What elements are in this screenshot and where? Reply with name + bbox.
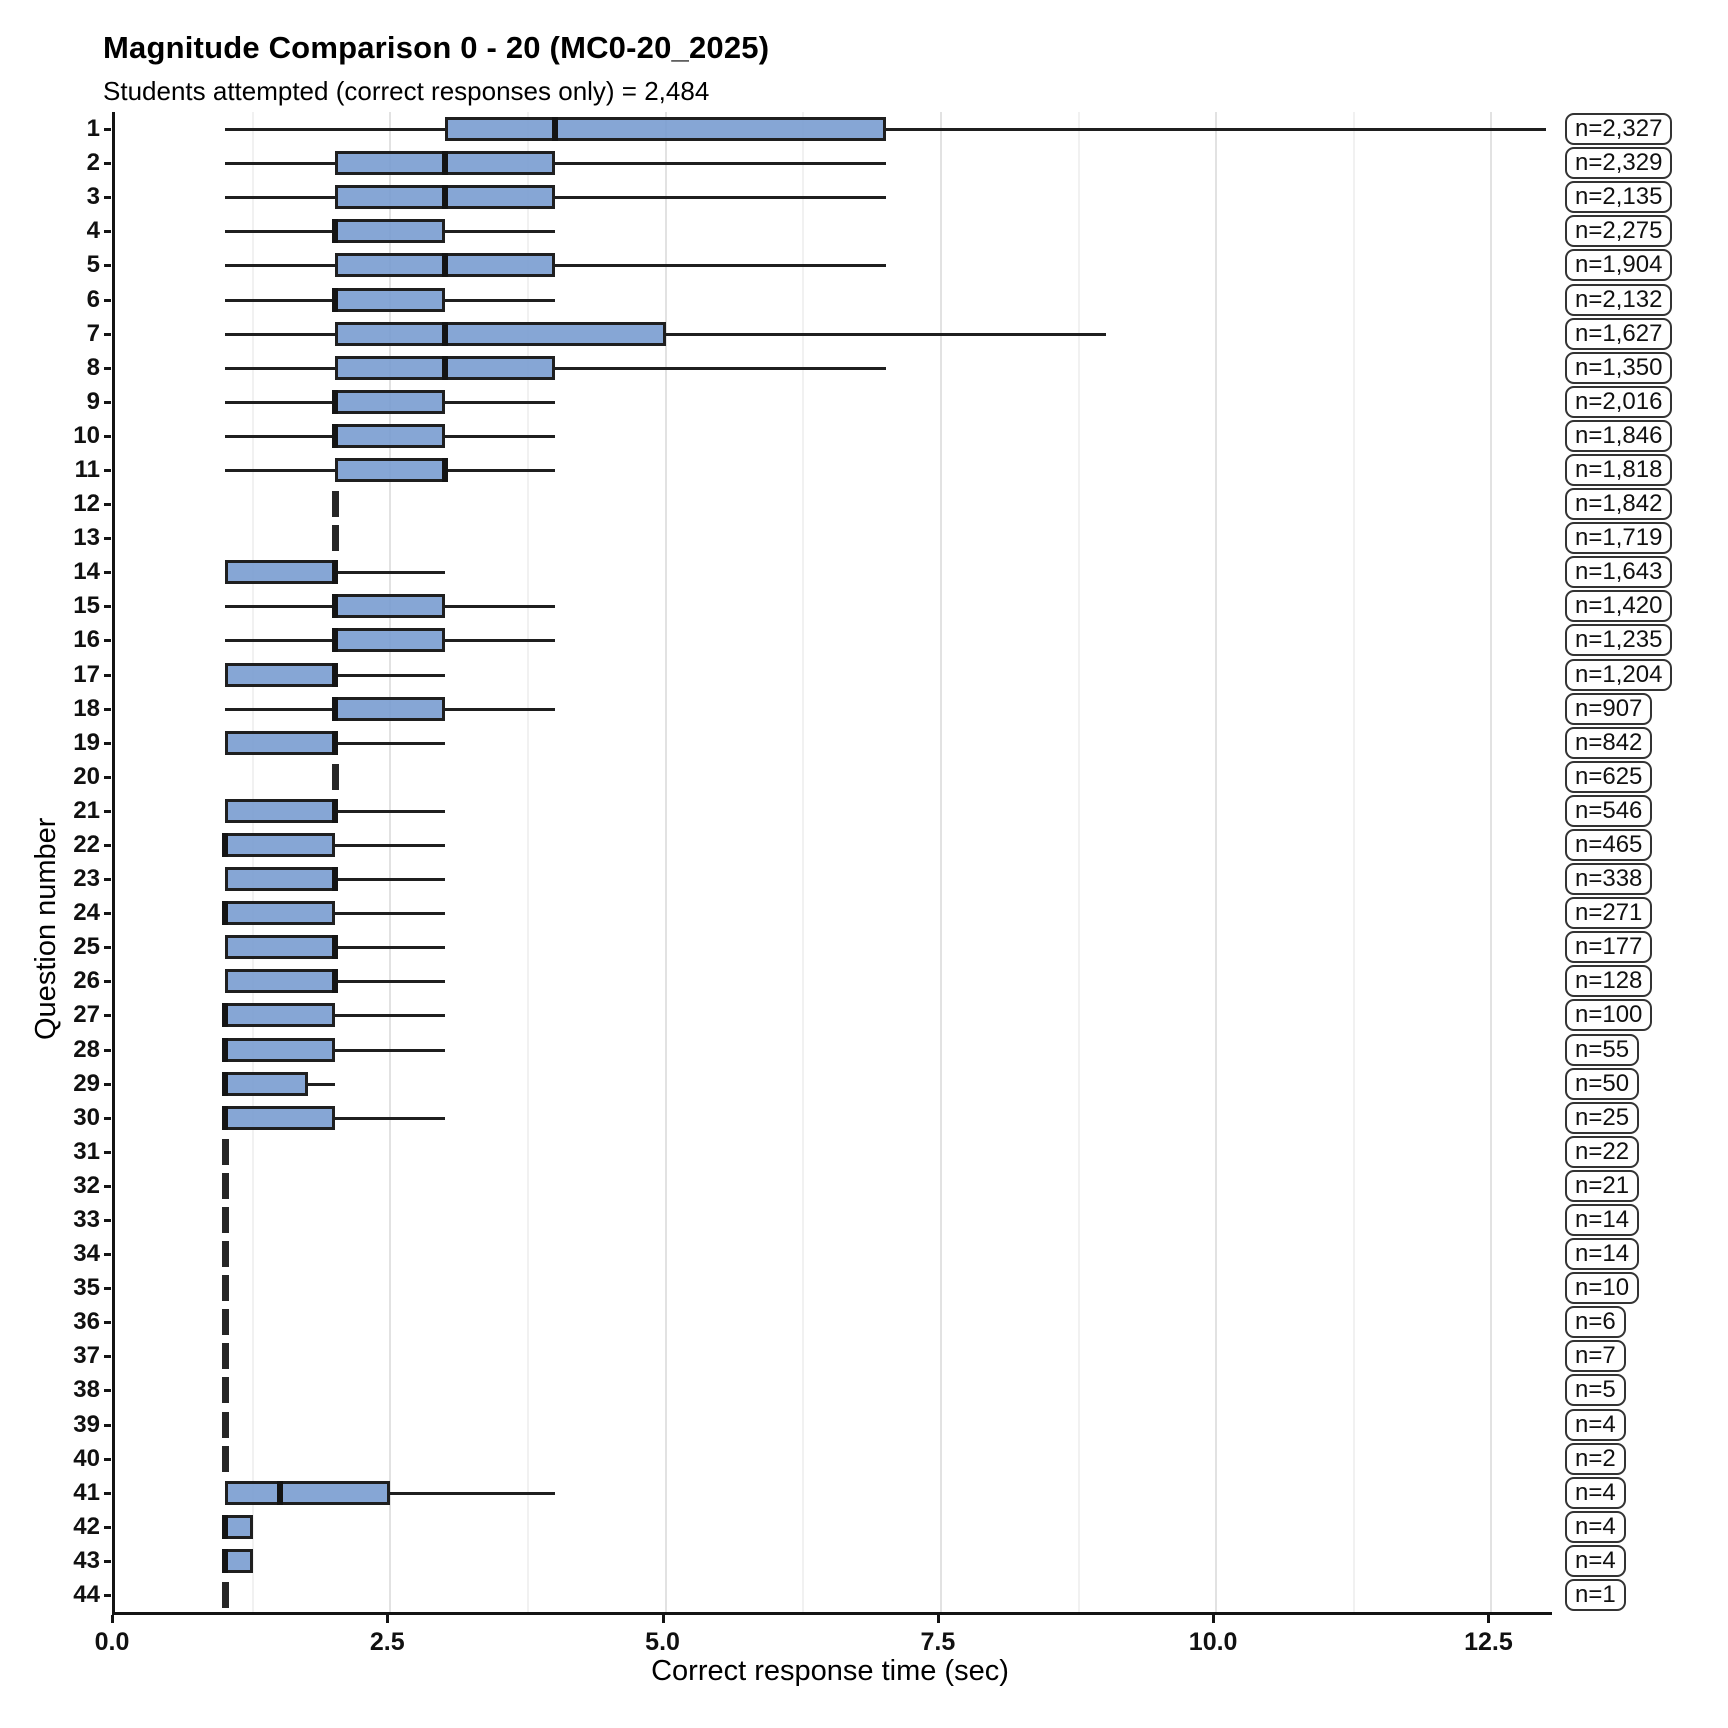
median-line <box>332 628 338 652</box>
n-count-badge: n=1,235 <box>1565 624 1672 656</box>
x-tick-label: 5.0 <box>645 1628 680 1656</box>
y-tick-mark <box>104 128 111 131</box>
median-line <box>332 560 338 584</box>
n-count-badge: n=177 <box>1565 931 1652 963</box>
iqr-box <box>335 628 445 652</box>
upper-whisker <box>445 435 555 438</box>
iqr-box <box>335 594 445 618</box>
y-tick-mark <box>104 162 111 165</box>
y-tick-mark <box>104 1492 111 1495</box>
lower-whisker <box>225 128 445 131</box>
y-tick-label: 28 <box>73 1036 100 1063</box>
median-line <box>332 969 338 993</box>
y-tick-label: 38 <box>73 1376 100 1403</box>
y-tick-mark <box>104 639 111 642</box>
median-only-mark <box>222 1207 229 1233</box>
y-tick-label: 29 <box>73 1070 100 1097</box>
x-tick-mark <box>1212 1615 1215 1623</box>
plot-panel <box>112 112 1552 1615</box>
y-tick-label: 1 <box>86 115 100 142</box>
y-tick-label: 42 <box>73 1513 100 1540</box>
y-tick-mark <box>104 1219 111 1222</box>
chart-subtitle: Students attempted (correct responses only) = 2,484 <box>103 76 710 106</box>
y-tick-label: 27 <box>73 1001 100 1028</box>
y-tick-mark <box>104 1560 111 1563</box>
y-tick-label: 36 <box>73 1308 100 1335</box>
y-tick-mark <box>104 1594 111 1597</box>
y-tick-label: 8 <box>86 354 100 381</box>
chart-title: Magnitude Comparison 0 - 20 (MC0-20_2025) <box>103 30 770 65</box>
median-line <box>332 424 338 448</box>
y-tick-label: 22 <box>73 831 100 858</box>
n-count-badge: n=1,350 <box>1565 352 1672 384</box>
median-only-mark <box>222 1412 229 1438</box>
iqr-box <box>225 731 335 755</box>
lower-whisker <box>225 401 335 404</box>
upper-whisker <box>445 605 555 608</box>
median-only-mark <box>222 1446 229 1472</box>
median-line <box>332 219 338 243</box>
y-tick-mark <box>104 1185 111 1188</box>
minor-gridline <box>1078 112 1080 1612</box>
y-tick-label: 16 <box>73 626 100 653</box>
upper-whisker <box>335 1049 445 1052</box>
n-count-badge: n=1,904 <box>1565 249 1672 281</box>
lower-whisker <box>225 162 335 165</box>
n-count-badge: n=7 <box>1565 1340 1626 1372</box>
lower-whisker <box>225 605 335 608</box>
upper-whisker <box>555 162 885 165</box>
n-count-badge: n=4 <box>1565 1409 1626 1441</box>
y-tick-label: 39 <box>73 1411 100 1438</box>
y-tick-mark <box>104 333 111 336</box>
y-tick-label: 31 <box>73 1138 100 1165</box>
n-count-badge: n=1,204 <box>1565 659 1672 691</box>
y-axis-title: Question number <box>30 817 62 1040</box>
n-count-badge: n=842 <box>1565 727 1652 759</box>
n-count-badge: n=4 <box>1565 1477 1626 1509</box>
median-only-mark <box>222 1582 229 1608</box>
upper-whisker <box>390 1492 555 1495</box>
upper-whisker <box>445 708 555 711</box>
n-count-badge: n=2 <box>1565 1443 1626 1475</box>
y-tick-label: 40 <box>73 1445 100 1472</box>
upper-whisker <box>335 878 445 881</box>
median-line <box>222 1549 228 1573</box>
upper-whisker <box>335 1014 445 1017</box>
median-line <box>222 833 228 857</box>
y-tick-mark <box>104 571 111 574</box>
iqr-box <box>225 935 335 959</box>
y-tick-label: 7 <box>86 320 100 347</box>
n-count-badge: n=2,329 <box>1565 147 1672 179</box>
n-count-badge: n=128 <box>1565 965 1652 997</box>
median-line <box>332 594 338 618</box>
y-tick-label: 13 <box>73 524 100 551</box>
y-tick-mark <box>104 776 111 779</box>
y-tick-mark <box>104 1117 111 1120</box>
n-count-badge: n=1,818 <box>1565 454 1672 486</box>
iqr-box <box>225 1072 308 1096</box>
upper-whisker <box>886 128 1547 131</box>
y-tick-mark <box>104 878 111 881</box>
median-only-mark <box>222 1343 229 1369</box>
n-count-badge: n=14 <box>1565 1204 1639 1236</box>
median-line <box>552 117 558 141</box>
upper-whisker <box>335 810 445 813</box>
median-line <box>222 1038 228 1062</box>
median-line <box>277 1481 283 1505</box>
median-only-mark <box>222 1173 229 1199</box>
n-count-badge: n=21 <box>1565 1170 1639 1202</box>
y-tick-mark <box>104 1014 111 1017</box>
upper-whisker <box>445 299 555 302</box>
y-tick-label: 44 <box>73 1581 100 1608</box>
y-tick-label: 24 <box>73 899 100 926</box>
lower-whisker <box>225 196 335 199</box>
y-tick-mark <box>104 708 111 711</box>
y-tick-label: 12 <box>73 490 100 517</box>
median-line <box>332 867 338 891</box>
upper-whisker <box>555 264 885 267</box>
y-tick-label: 26 <box>73 967 100 994</box>
upper-whisker <box>666 333 1106 336</box>
iqr-box <box>225 1549 253 1573</box>
y-tick-label: 25 <box>73 933 100 960</box>
iqr-box <box>225 833 335 857</box>
iqr-box <box>225 901 335 925</box>
n-count-badge: n=2,135 <box>1565 181 1672 213</box>
y-tick-mark <box>104 810 111 813</box>
iqr-box <box>335 322 665 346</box>
y-tick-label: 34 <box>73 1240 100 1267</box>
median-line <box>332 799 338 823</box>
y-tick-mark <box>104 503 111 506</box>
y-tick-mark <box>104 1389 111 1392</box>
n-count-badge: n=2,132 <box>1565 284 1672 316</box>
y-tick-mark <box>104 912 111 915</box>
median-line <box>442 322 448 346</box>
y-tick-label: 4 <box>86 217 100 244</box>
lower-whisker <box>225 367 335 370</box>
median-line <box>332 731 338 755</box>
iqr-box <box>335 424 445 448</box>
lower-whisker <box>225 469 335 472</box>
y-tick-mark <box>104 1424 111 1427</box>
lower-whisker <box>225 230 335 233</box>
y-tick-label: 10 <box>73 422 100 449</box>
x-tick-label: 10.0 <box>1188 1628 1238 1656</box>
upper-whisker <box>335 980 445 983</box>
n-count-badge: n=22 <box>1565 1136 1639 1168</box>
y-tick-label: 6 <box>86 286 100 313</box>
upper-whisker <box>335 571 445 574</box>
n-count-badge: n=50 <box>1565 1068 1639 1100</box>
upper-whisker <box>555 367 885 370</box>
y-tick-mark <box>104 1049 111 1052</box>
y-tick-mark <box>104 1151 111 1154</box>
y-tick-mark <box>104 674 111 677</box>
y-tick-label: 2 <box>86 149 100 176</box>
median-line <box>442 185 448 209</box>
median-line <box>332 390 338 414</box>
y-tick-mark <box>104 469 111 472</box>
iqr-box <box>225 663 335 687</box>
lower-whisker <box>225 264 335 267</box>
median-only-mark <box>222 1241 229 1267</box>
n-count-badge: n=2,275 <box>1565 215 1672 247</box>
upper-whisker <box>555 196 885 199</box>
n-count-badge: n=2,016 <box>1565 386 1672 418</box>
median-line <box>222 1072 228 1096</box>
n-count-badge: n=5 <box>1565 1374 1626 1406</box>
y-tick-label: 14 <box>73 558 100 585</box>
median-only-mark <box>222 1139 229 1165</box>
x-tick-label: 2.5 <box>369 1628 405 1656</box>
y-tick-label: 35 <box>73 1274 100 1301</box>
minor-gridline <box>802 112 804 1612</box>
y-tick-mark <box>104 1083 111 1086</box>
n-count-badge: n=1,643 <box>1565 556 1672 588</box>
median-only-mark <box>332 525 339 551</box>
y-tick-mark <box>104 435 111 438</box>
major-gridline <box>1490 112 1492 1612</box>
upper-whisker <box>445 639 555 642</box>
y-tick-mark <box>104 1458 111 1461</box>
iqr-box <box>225 1003 335 1027</box>
iqr-box <box>225 1038 335 1062</box>
lower-whisker <box>225 639 335 642</box>
upper-whisker <box>335 1117 445 1120</box>
y-tick-mark <box>104 844 111 847</box>
iqr-box <box>225 969 335 993</box>
x-tick-mark <box>662 1615 665 1623</box>
iqr-box <box>335 390 445 414</box>
y-tick-label: 43 <box>73 1547 100 1574</box>
iqr-box <box>225 1481 390 1505</box>
n-count-badge: n=1,719 <box>1565 522 1672 554</box>
y-tick-label: 17 <box>73 661 100 688</box>
iqr-box <box>335 458 445 482</box>
iqr-box <box>225 560 335 584</box>
y-tick-label: 32 <box>73 1172 100 1199</box>
y-tick-label: 41 <box>73 1479 100 1506</box>
y-tick-mark <box>104 537 111 540</box>
median-only-mark <box>332 764 339 790</box>
y-tick-mark <box>104 299 111 302</box>
upper-whisker <box>335 912 445 915</box>
y-tick-label: 15 <box>73 592 100 619</box>
n-count-badge: n=1,846 <box>1565 420 1672 452</box>
median-line <box>222 901 228 925</box>
upper-whisker <box>445 469 555 472</box>
y-tick-mark <box>104 1321 111 1324</box>
iqr-box <box>335 219 445 243</box>
minor-gridline <box>252 112 254 1612</box>
median-only-mark <box>332 491 339 517</box>
n-count-badge: n=1 <box>1565 1579 1626 1611</box>
lower-whisker <box>225 435 335 438</box>
median-line <box>442 356 448 380</box>
y-tick-mark <box>104 1355 111 1358</box>
y-tick-label: 3 <box>86 183 100 210</box>
median-line <box>332 288 338 312</box>
y-tick-label: 11 <box>74 456 100 483</box>
upper-whisker <box>335 674 445 677</box>
y-tick-mark <box>104 1253 111 1256</box>
median-line <box>442 253 448 277</box>
major-gridline <box>1215 112 1217 1612</box>
iqr-box <box>225 1515 253 1539</box>
iqr-box <box>335 288 445 312</box>
median-line <box>222 1515 228 1539</box>
n-count-badge: n=10 <box>1565 1272 1639 1304</box>
major-gridline <box>940 112 942 1612</box>
lower-whisker <box>225 333 335 336</box>
x-tick-mark <box>386 1615 389 1623</box>
median-line <box>442 151 448 175</box>
y-tick-label: 18 <box>73 695 100 722</box>
n-count-badge: n=625 <box>1565 761 1652 793</box>
x-tick-label: 0.0 <box>94 1628 130 1656</box>
iqr-box <box>445 117 885 141</box>
lower-whisker <box>225 299 335 302</box>
y-tick-mark <box>104 230 111 233</box>
y-tick-label: 20 <box>73 763 100 790</box>
n-count-badge: n=14 <box>1565 1238 1639 1270</box>
x-tick-label: 7.5 <box>920 1628 956 1656</box>
median-only-mark <box>222 1275 229 1301</box>
y-tick-mark <box>104 1526 111 1529</box>
n-count-badge: n=1,420 <box>1565 590 1672 622</box>
y-tick-mark <box>104 946 111 949</box>
y-tick-label: 19 <box>73 729 100 756</box>
n-count-badge: n=2,327 <box>1565 113 1672 145</box>
y-tick-label: 33 <box>73 1206 100 1233</box>
n-count-badge: n=907 <box>1565 693 1652 725</box>
x-tick-mark <box>111 1615 114 1623</box>
n-count-badge: n=546 <box>1565 795 1652 827</box>
n-count-badge: n=55 <box>1565 1034 1639 1066</box>
median-line <box>222 1106 228 1130</box>
n-count-badge: n=465 <box>1565 829 1652 861</box>
y-tick-label: 21 <box>73 797 100 824</box>
y-tick-label: 37 <box>73 1342 100 1369</box>
y-tick-mark <box>104 1287 111 1290</box>
y-tick-mark <box>104 264 111 267</box>
y-tick-mark <box>104 196 111 199</box>
upper-whisker <box>335 946 445 949</box>
upper-whisker <box>445 230 555 233</box>
y-tick-mark <box>104 367 111 370</box>
y-tick-mark <box>104 401 111 404</box>
iqr-box <box>225 867 335 891</box>
n-count-badge: n=4 <box>1565 1511 1626 1543</box>
x-axis-title: Correct response time (sec) <box>651 1655 1009 1687</box>
y-tick-mark <box>104 980 111 983</box>
y-tick-mark <box>104 742 111 745</box>
x-tick-label: 12.5 <box>1464 1628 1513 1656</box>
n-count-badge: n=1,627 <box>1565 318 1672 350</box>
n-count-badge: n=271 <box>1565 897 1652 929</box>
x-tick-mark <box>937 1615 940 1623</box>
median-line <box>332 697 338 721</box>
median-line <box>442 458 448 482</box>
upper-whisker <box>335 844 445 847</box>
median-only-mark <box>222 1377 229 1403</box>
y-tick-label: 30 <box>73 1104 100 1131</box>
iqr-box <box>225 1106 335 1130</box>
y-tick-label: 9 <box>86 388 100 415</box>
n-count-badge: n=4 <box>1565 1545 1626 1577</box>
n-count-badge: n=100 <box>1565 999 1652 1031</box>
n-count-badge: n=6 <box>1565 1306 1626 1338</box>
n-count-badge: n=25 <box>1565 1102 1639 1134</box>
upper-whisker <box>308 1083 336 1086</box>
y-tick-mark <box>104 605 111 608</box>
iqr-box <box>225 799 335 823</box>
y-tick-label: 5 <box>86 251 100 278</box>
lower-whisker <box>225 708 335 711</box>
median-only-mark <box>222 1309 229 1335</box>
upper-whisker <box>445 401 555 404</box>
upper-whisker <box>335 742 445 745</box>
x-tick-mark <box>1487 1615 1490 1623</box>
median-line <box>332 663 338 687</box>
minor-gridline <box>1353 112 1355 1612</box>
n-count-badge: n=338 <box>1565 863 1652 895</box>
median-line <box>222 1003 228 1027</box>
n-count-badge: n=1,842 <box>1565 488 1672 520</box>
iqr-box <box>335 697 445 721</box>
median-line <box>332 935 338 959</box>
y-tick-label: 23 <box>73 865 100 892</box>
